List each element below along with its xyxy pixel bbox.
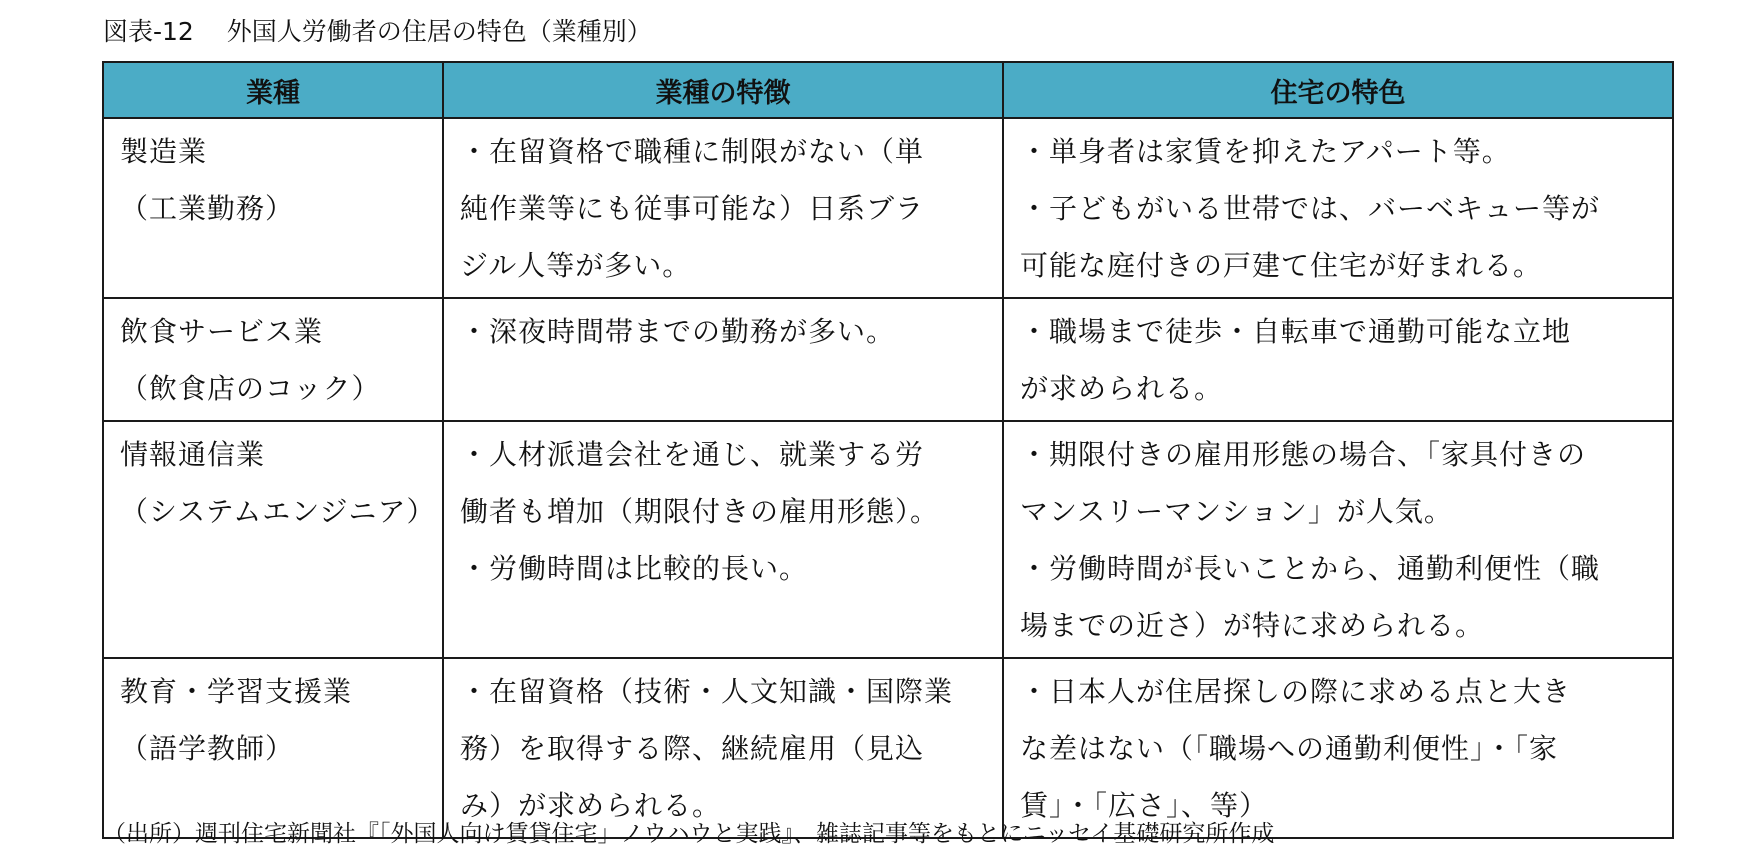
housing-line: マンスリーマンション」が人気。 [1020, 495, 1453, 528]
header-industry: 業種 [103, 62, 443, 118]
features-line: 働者も増加（期限付きの雇用形態）。 [460, 495, 940, 528]
features-line: 務）を取得する際、継続雇用（見込 [460, 732, 925, 765]
industry-example: （飲食店のコック） [120, 372, 381, 405]
features-line: ・労働時間は比較的長い。 [460, 552, 809, 585]
features-line: ジル人等が多い。 [460, 249, 692, 282]
features-cell [443, 298, 1003, 421]
features-line: 純作業等にも従事可能な）日系ブラ [460, 192, 925, 225]
features-cell [443, 118, 1003, 298]
industry-example: （語学教師） [120, 732, 295, 765]
figure-title: 図表-12 外国人労働者の住居の特色（業種別） [103, 17, 652, 46]
table-header-row [103, 62, 1673, 118]
housing-cell [1003, 118, 1673, 298]
features-line: ・人材派遣会社を通じ、就業する労 [460, 438, 925, 471]
housing-line: が求められる。 [1020, 372, 1224, 405]
housing-line: 場までの近さ）が特に求められる。 [1020, 609, 1485, 642]
housing-line: 賃」・「広さ」、等） [1020, 789, 1269, 822]
industry-example: （工業勤務） [120, 192, 295, 225]
housing-line: 可能な庭付きの戸建て住宅が好まれる。 [1020, 249, 1543, 282]
table-row [103, 658, 1673, 838]
features-cell [443, 658, 1003, 838]
industry-cell [103, 421, 443, 658]
housing-cell [1003, 658, 1673, 838]
features-cell [443, 421, 1003, 658]
housing-line: ・単身者は家賃を抑えたアパート等。 [1020, 135, 1511, 168]
table-row [103, 118, 1673, 298]
features-line: ・深夜時間帯までの勤務が多い。 [460, 315, 896, 348]
industry-example: （システムエンジニア） [120, 495, 436, 528]
housing-line: ・職場まで徒歩・自転車で通勤可能な立地 [1020, 315, 1572, 348]
industry-name: 製造業 [120, 135, 208, 168]
table-row [103, 298, 1673, 421]
industry-cell [103, 658, 443, 838]
features-line: ・在留資格（技術・人文知識・国際業 [460, 675, 954, 708]
industry-name: 情報通信業 [120, 438, 266, 471]
industry-name: 教育・学習支援業 [120, 675, 353, 708]
features-line: み）が求められる。 [460, 789, 722, 822]
features-line: ・在留資格で職種に制限がない（単 [460, 135, 925, 168]
header-housing-features: 住宅の特色 [1003, 62, 1673, 118]
housing-cell [1003, 421, 1673, 658]
industry-housing-table [102, 61, 1674, 839]
industry-cell [103, 298, 443, 421]
housing-line: ・労働時間が長いことから、通勤利便性（職 [1020, 552, 1601, 585]
housing-line: な差はない（「職場への通勤利便性」・「家 [1020, 732, 1559, 765]
industry-cell [103, 118, 443, 298]
housing-cell [1003, 298, 1673, 421]
housing-line: ・期限付きの雇用形態の場合、「家具付きの [1020, 438, 1587, 471]
table-row [103, 421, 1673, 658]
housing-line: ・子どもがいる世帯では、バーベキュー等が [1020, 192, 1601, 225]
housing-line: ・日本人が住居探しの際に求める点と大き [1020, 675, 1572, 708]
source-note: （出所）週刊住宅新聞社『「外国人向け賃貸住宅」ノウハウと実践』、雑誌記事等をもとにニッセイ基礎研究所作成 [103, 821, 1275, 847]
industry-name: 飲食サービス業 [120, 315, 324, 348]
header-industry-features: 業種の特徴 [443, 62, 1003, 118]
